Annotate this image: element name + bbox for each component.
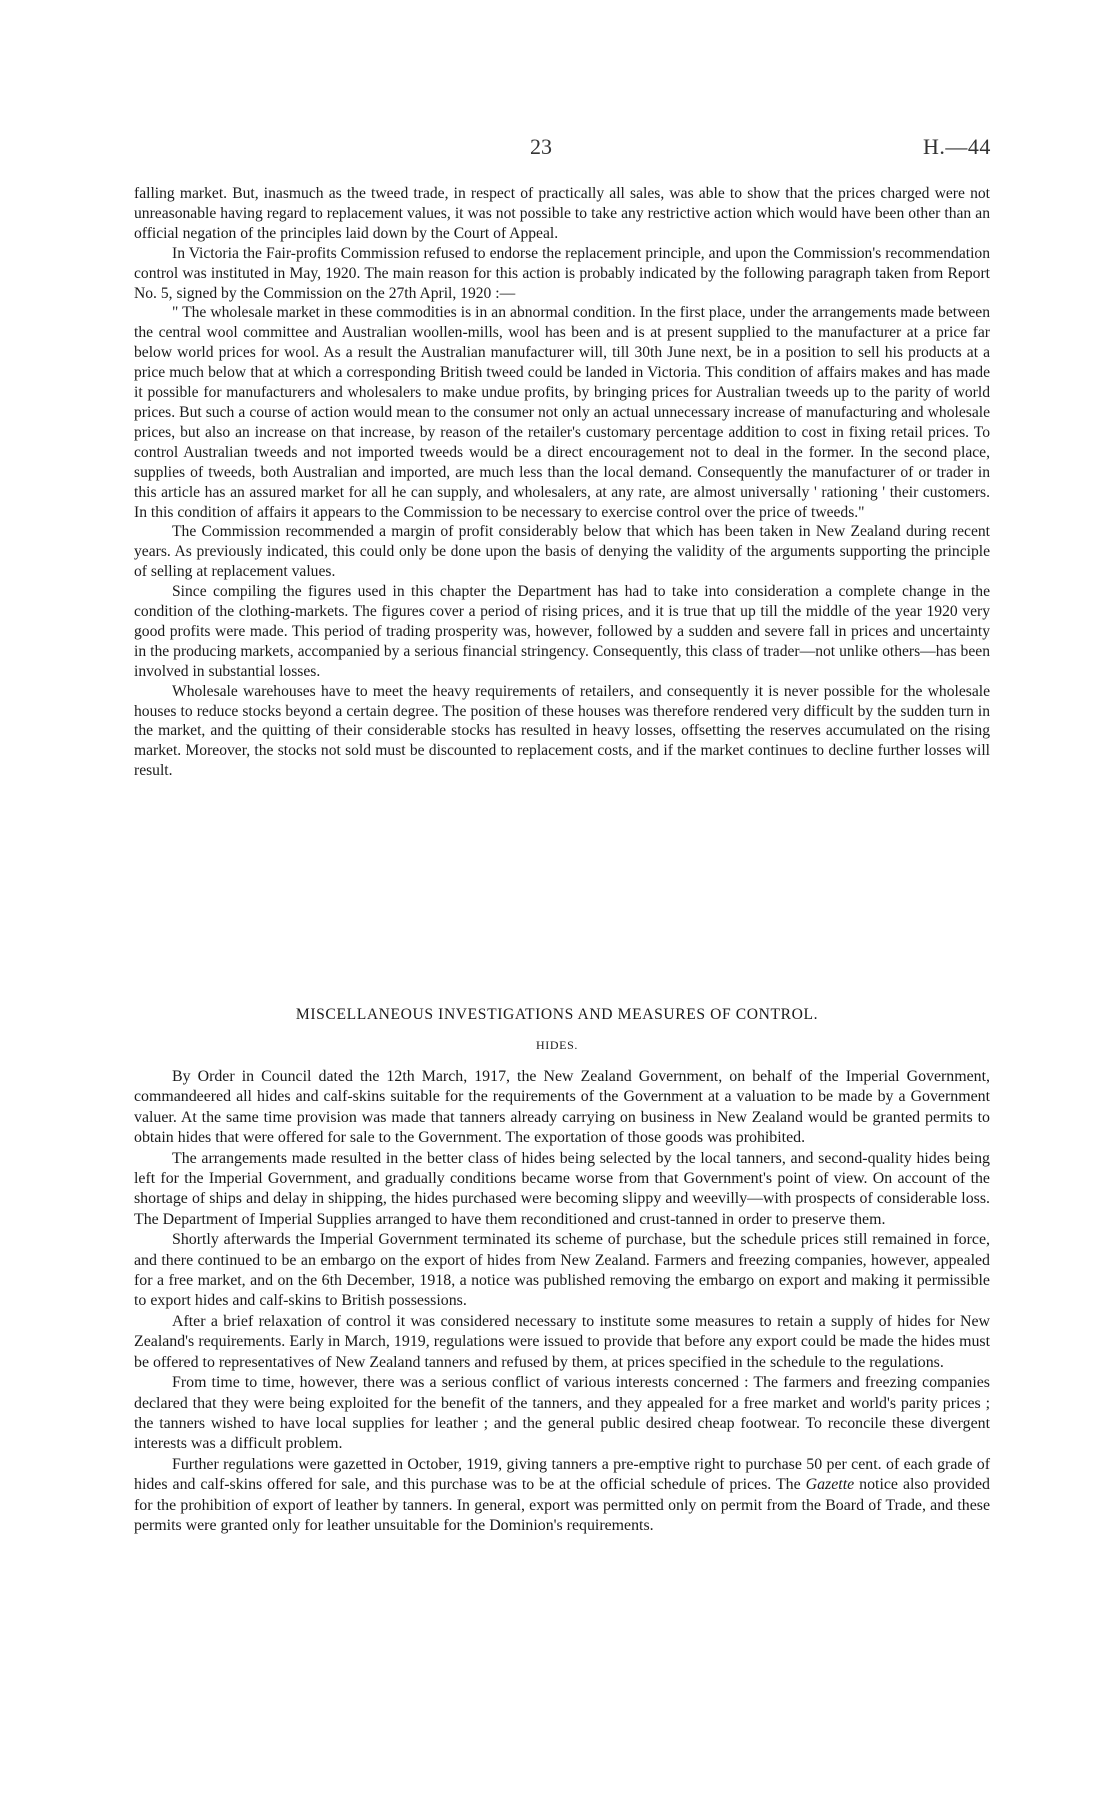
paragraph-text: Further regulations were gazetted in October, 1919, giving tanners a pre-emptive right to purchase 50 per cent. of each grade of hides and calf-skins offered for sale, and this purchase was to be at the official schedule of prices. The bbox=[134, 1455, 990, 1494]
paragraph: The arrangements made resulted in the better class of hides being selected by the local tanners, and second-quality hides being left for the Imperial Government, and gradually conditions became worse from that Government's point of view. On account of the shortage of ships and delay in shipping, the hides purchased were becoming slippy and weevilly—with prospects of considerable loss. The Department of Imperial Supplies arranged to have them reconditioned and crust-tanned in order to preserve them. bbox=[134, 1149, 990, 1228]
page-number: 23 bbox=[530, 134, 552, 159]
report-reference: H.—44 bbox=[923, 134, 991, 159]
paragraph: Wholesale warehouses have to meet the heavy requirements of retailers, and consequently it is never possible for the wholesale houses to reduce stocks beyond a certain degree. The position of these houses was therefore rendered very difficult by the sudden turn in the market, and the quitting of their considerable stocks has resulted in heavy losses, offsetting the reserves accumulated on the rising market. Moreover, the stocks not sold must be discounted to replacement costs, and if the market continues to decline further losses will result. bbox=[134, 682, 990, 780]
page-header bbox=[0, 134, 1114, 164]
section-subheading: HIDES. bbox=[536, 1038, 578, 1052]
gazette-italic: Gazette bbox=[805, 1476, 855, 1494]
paragraph: falling market. But, inasmuch as the tweed trade, in respect of practically all sales, was able to show that the prices charged were not unreasonable having regard to replacement values, it was not possible to take any restrictive action which would have been other than an official negation of the principles laid down by the Court of Appeal. bbox=[134, 185, 990, 242]
section-hides bbox=[134, 1067, 990, 1536]
paragraph: From time to time, however, there was a serious conflict of various interests concerned : The farmers and freezing companies declared that they were being exploited for the benefit of the tanners, and they appealed for a free market and world's parity prices ; the tanners wished to have local supplies for leather ; and the general public desired cheap footwear. To reconcile these divergent interests was a difficult problem. bbox=[134, 1374, 990, 1453]
section-heading: MISCELLANEOUS INVESTIGATIONS AND MEASURES OF CONTROL. bbox=[295, 1006, 819, 1023]
paragraph: After a brief relaxation of control it was considered necessary to institute some measures to retain a supply of hides for New Zealand's requirements. Early in March, 1919, regulations were issued to provide that before any export could be made the hides must be offered to representatives of New Zealand tanners and refused by them, at prices specified in the schedule to the regulations. bbox=[134, 1312, 990, 1371]
paragraph: The Commission recommended a margin of profit considerably below that which has been taken in New Zealand during recent years. As previously indicated, this could only be done upon the basis of denying the validity of the arguments supporting the principle of selling at replacement values. bbox=[134, 523, 990, 581]
paragraph: In Victoria the Fair-profits Commission refused to endorse the replacement principle, and upon the Commission's recommendation control was instituted in May, 1920. The main reason for this action is probably indicated by the following paragraph taken from Report No. 5, signed by the Commission on the 27th April, 1920 :— bbox=[134, 244, 990, 302]
paragraph-text: notice also provided for the prohibition of export of leather by tanners. In general, export was permitted only on permit from the Board of Trade, and these permits were granted only for leather unsuitable for the Dominion's requirements. bbox=[134, 1476, 990, 1534]
paragraph: By Order in Council dated the 12th March, 1917, the New Zealand Government, on behalf of the Imperial Government, commandeered all hides and calf-skins suitable for the requirements of the Government at a valuation to be made by a Government valuer. At the same time provision was made that tanners already carrying on business in New Zealand would be granted permits to obtain hides that were offered for sale to the Government. The exportation of those goods was prohibited. bbox=[134, 1068, 990, 1147]
paragraph: Shortly afterwards the Imperial Government terminated its scheme of purchase, but the schedule prices still remained in force, and there continued to be an embargo on the export of hides from New Zealand. Farmers and freezing companies, however, appealed for a free market, and on the 6th December, 1918, a notice was published removing the embargo on export and making it permissible to export hides and calf-skins to British possessions. bbox=[134, 1231, 990, 1310]
paragraph: Since compiling the figures used in this chapter the Department has had to take into consideration a complete change in the condition of the clothing-markets. The figures cover a period of rising prices, and it is true that up till the middle of the year 1920 very good profits were made. This period of trading prosperity was, however, followed by a sudden and severe fall in prices and uncertainty in the producing markets, accompanied by a serious financial stringency. Consequently, this class of trader—not unlike others—has been involved in substantial losses. bbox=[134, 583, 990, 680]
section-tweed-trade bbox=[134, 184, 990, 781]
quoted-paragraph: " The wholesale market in these commodities is in an abnormal condition. In the first place, under the arrangements made between the central wool committee and Australian woollen-mills, wool has been and is at present supplied to the manufacturer at a price far below world prices for wool. As a result the Australian manufacturer will, till 30th June next, be in a position to sell his products at a price much below that at which a corresponding British tweed could be landed in Victoria. This condition of affairs makes and has made it possible for manufacturers and wholesalers to make undue profits, by bringing prices for Australian tweeds up to the parity of world prices. But such a course of action would mean to the consumer not only an actual unnecessary increase of manufacturing and wholesale prices, but also an increase on that increase, by reason of the retailer's customary percentage addition to cost in fixing retail prices. To control Australian tweeds and not imported tweeds would be a direct encouragement not to deal in the former. In the second place, supplies of tweeds, both Australian and imported, are much less than the local demand. Consequently the manufacturer of or trader in this article has an assured market for all he can supply, and wholesalers, at any rate, are almost universally ' rationing ' their customers. In this condition of affairs it appears to the Commission to be necessary to exercise control over the price of tweeds." bbox=[134, 304, 990, 521]
paragraph-last bbox=[134, 1455, 990, 1537]
